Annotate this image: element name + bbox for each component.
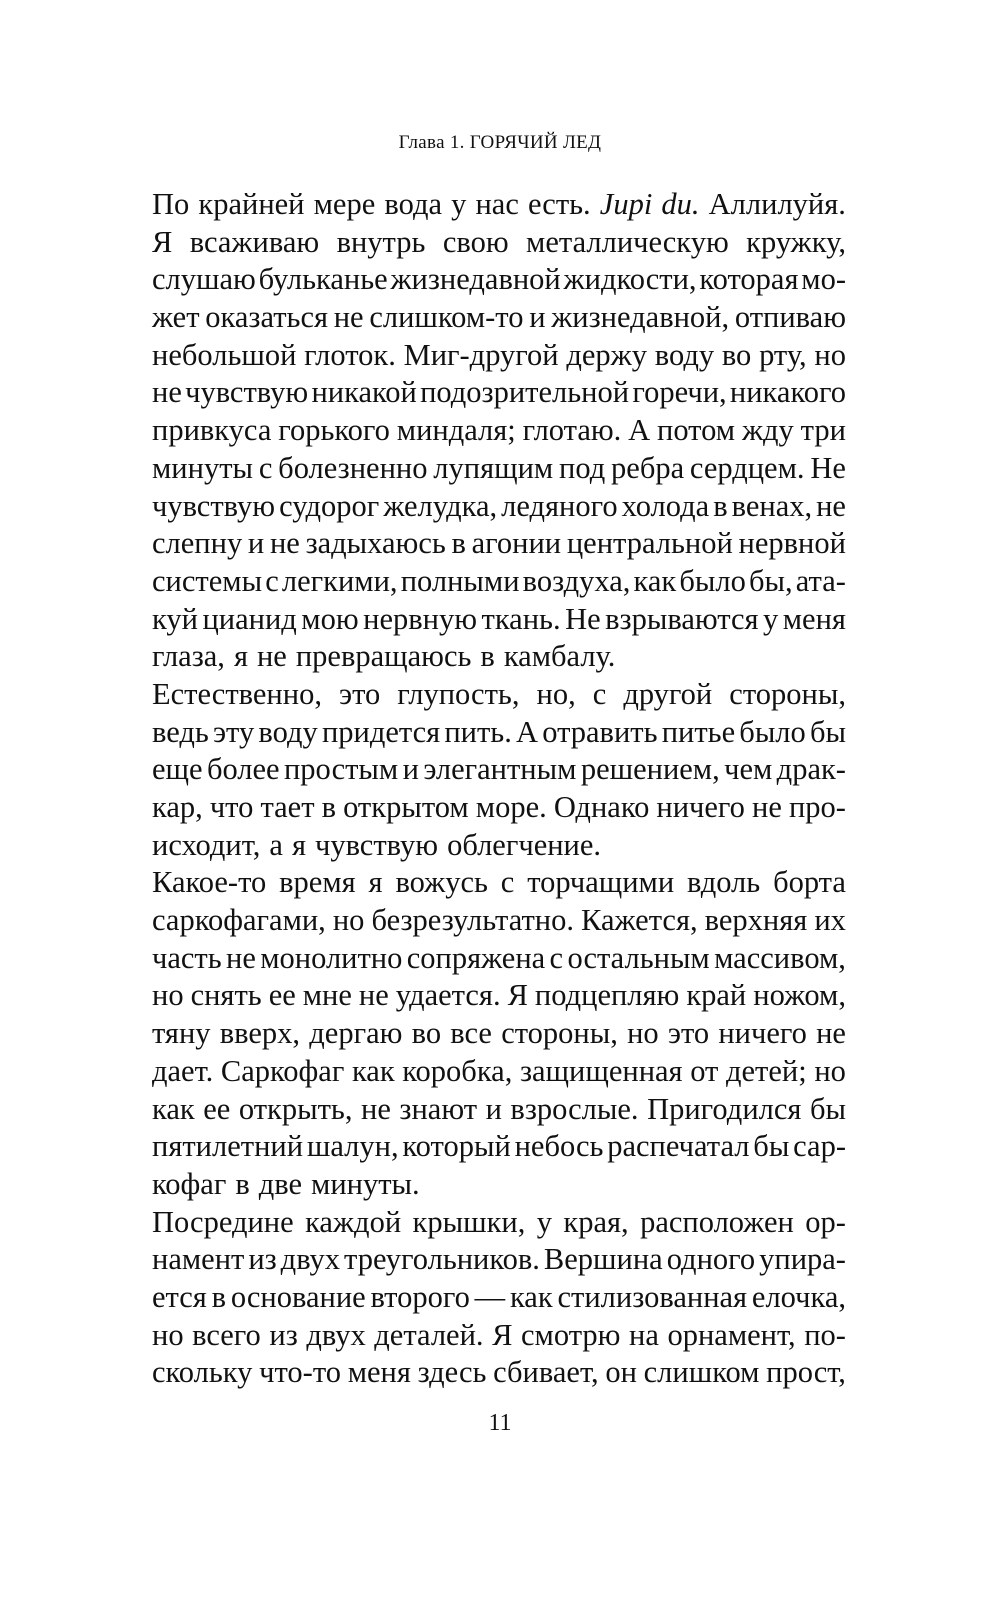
- word: жет: [152, 300, 200, 335]
- word: две: [258, 1166, 303, 1201]
- word: А: [628, 413, 651, 448]
- word: превращаюсь: [295, 639, 472, 674]
- word: —: [474, 1279, 506, 1314]
- word: верхняя: [704, 903, 808, 938]
- word: но: [332, 903, 365, 938]
- word: у: [536, 1204, 553, 1239]
- text-line: [152, 864, 846, 902]
- word: в: [480, 639, 495, 674]
- word: в: [713, 488, 728, 523]
- text-line: [152, 1091, 846, 1129]
- word: придется: [321, 714, 441, 749]
- word: удается.: [395, 978, 501, 1013]
- word: Какое-то: [152, 865, 267, 900]
- word: что: [209, 790, 254, 824]
- word: чувствую: [152, 488, 276, 523]
- word: вода: [384, 187, 442, 221]
- word: детей;: [726, 1053, 807, 1088]
- word: не: [226, 940, 256, 975]
- word: вдоль: [687, 865, 761, 900]
- word: это: [667, 1016, 710, 1051]
- word: другой: [623, 676, 713, 711]
- word: открытом: [343, 790, 469, 824]
- word: все: [450, 1016, 492, 1051]
- word: мо-: [801, 262, 846, 297]
- text-line: [152, 676, 846, 714]
- word: но: [152, 978, 184, 1013]
- word: По: [152, 187, 190, 221]
- word: снять: [190, 978, 262, 1013]
- word: защищенная: [519, 1053, 683, 1088]
- text-line: [152, 1317, 846, 1355]
- word: задыхаюсь: [305, 526, 446, 561]
- word: не: [816, 1016, 846, 1051]
- word: с: [265, 563, 279, 598]
- word: я: [368, 865, 383, 900]
- text-line: [152, 751, 846, 789]
- word: подозрительной: [420, 375, 630, 410]
- text-line: [152, 299, 846, 337]
- word: желудка,: [383, 488, 498, 523]
- word: слепну: [152, 526, 243, 561]
- text-line: [152, 412, 846, 450]
- word: Естественно,: [152, 676, 322, 711]
- word: мою: [301, 601, 359, 636]
- word: не: [358, 978, 389, 1013]
- word: ее: [268, 978, 296, 1013]
- word: рту,: [759, 337, 807, 372]
- word: минуты: [152, 450, 254, 485]
- word: тяну: [152, 1016, 211, 1051]
- word: Не: [810, 450, 846, 485]
- word: глаза,: [152, 639, 225, 674]
- word: основание: [230, 1279, 366, 1314]
- word: это: [338, 676, 381, 711]
- word: пятилетний: [152, 1129, 304, 1164]
- word: меня: [782, 601, 846, 636]
- word: саркофагами,: [152, 903, 326, 938]
- word: Не: [565, 601, 601, 636]
- word: в: [451, 526, 466, 561]
- word: край: [686, 978, 747, 1013]
- word: отпиваю: [734, 300, 846, 335]
- word: простым: [283, 752, 399, 787]
- word: которая: [699, 262, 799, 297]
- word: в: [235, 1166, 250, 1201]
- word: вверх,: [219, 1016, 301, 1051]
- word: питье: [661, 714, 736, 749]
- word: с: [500, 865, 515, 900]
- word: а: [269, 827, 283, 862]
- word: свою: [442, 224, 509, 259]
- word: упира-: [759, 1242, 846, 1277]
- word: во: [411, 1016, 442, 1051]
- word: сердцем.: [689, 450, 805, 485]
- word: нас: [475, 187, 519, 221]
- word: чем: [724, 752, 773, 787]
- word: в: [211, 1279, 227, 1314]
- word: ледяного: [501, 488, 618, 523]
- word: елочка,: [751, 1279, 846, 1314]
- word: дает.: [152, 1053, 214, 1088]
- word: потом: [657, 413, 736, 448]
- word: А: [516, 714, 539, 749]
- word: но: [152, 1317, 184, 1352]
- word: крышки,: [412, 1204, 526, 1239]
- word: дергаю: [309, 1016, 403, 1051]
- word: мне: [302, 978, 352, 1013]
- word: море.: [475, 790, 547, 824]
- word: одного: [666, 1242, 756, 1277]
- word: есть.: [527, 187, 591, 221]
- word: держу: [566, 337, 648, 372]
- word: про-: [788, 790, 846, 824]
- word: ничего: [718, 1016, 807, 1051]
- word: крайней: [198, 187, 305, 221]
- word: с: [549, 940, 564, 975]
- word: не: [816, 488, 846, 523]
- word: тает: [260, 790, 315, 824]
- running-head: Глава 1. ГОРЯЧИЙ ЛЕД: [398, 132, 602, 153]
- word: облегчение.: [447, 827, 602, 862]
- word: Миг-другой: [403, 337, 559, 372]
- word: чувствую: [315, 827, 439, 862]
- word: но,: [536, 676, 576, 711]
- word: у: [763, 601, 779, 636]
- text-line: [152, 563, 846, 601]
- text-line: [152, 186, 846, 224]
- word: не: [752, 790, 782, 824]
- word: ется: [152, 1279, 207, 1314]
- word: ор-: [805, 1204, 846, 1239]
- word: из: [269, 1317, 298, 1352]
- word: кружку,: [746, 224, 846, 259]
- word: кофаг: [152, 1166, 227, 1201]
- word: ее: [203, 1091, 231, 1126]
- word: минуты.: [311, 1166, 420, 1201]
- word: глоток.: [304, 337, 396, 372]
- word: меня: [347, 1355, 411, 1390]
- word: но: [814, 1053, 846, 1088]
- word: двух: [280, 1242, 341, 1277]
- word: не: [269, 526, 300, 561]
- word: Jupi: [599, 187, 653, 221]
- text-line: [152, 1279, 846, 1317]
- text-line: [152, 1128, 846, 1166]
- word: горького: [278, 413, 390, 448]
- text-line: [152, 1241, 846, 1279]
- word: легкими,: [281, 563, 398, 598]
- word: двух: [306, 1317, 366, 1352]
- word: пить.: [444, 714, 512, 749]
- word: коробка,: [402, 1053, 513, 1088]
- word: воздуха,: [522, 563, 631, 598]
- word: было: [739, 714, 806, 749]
- word: во: [721, 337, 752, 372]
- word: эту: [212, 714, 255, 749]
- word: по-: [804, 1317, 846, 1352]
- word: массивом,: [714, 940, 846, 975]
- word: я: [233, 639, 248, 674]
- word: судорог: [279, 488, 380, 523]
- word: Посредине: [152, 1204, 294, 1239]
- word: стороны,: [729, 676, 846, 711]
- word: второго: [370, 1279, 470, 1314]
- word: скольку: [152, 1355, 253, 1390]
- word: венах,: [731, 488, 813, 523]
- word: воду: [258, 714, 318, 749]
- page-number: 11: [488, 1410, 512, 1436]
- word: слишком: [643, 1355, 760, 1390]
- word: миндаля;: [396, 413, 516, 448]
- word: Я: [507, 978, 528, 1013]
- word: ножом,: [753, 978, 846, 1013]
- word: здесь: [417, 1355, 487, 1390]
- word: камбалу.: [503, 639, 616, 674]
- word: полными: [400, 563, 520, 598]
- word: каждой: [305, 1204, 402, 1239]
- word: более: [206, 752, 280, 787]
- text-line: [152, 450, 846, 488]
- word: как: [509, 1279, 553, 1314]
- text-line: [152, 337, 846, 375]
- word: орнамент,: [667, 1317, 796, 1352]
- word: часть: [152, 940, 222, 975]
- word: холода: [621, 488, 710, 523]
- word: Пригодился: [647, 1091, 802, 1126]
- word: лупящим: [433, 450, 554, 485]
- word: жидкости,: [563, 262, 697, 297]
- word: ребра: [611, 450, 685, 485]
- word: но: [627, 1016, 659, 1051]
- word: и: [485, 1091, 502, 1126]
- word: Однако: [553, 790, 650, 824]
- text-line: [152, 1015, 846, 1053]
- word: системы: [152, 563, 263, 598]
- word: слишком-то: [369, 300, 524, 335]
- text-line: [152, 714, 846, 752]
- text-line: [152, 827, 846, 865]
- word: еще: [152, 752, 203, 787]
- word: который: [402, 1129, 511, 1164]
- text-line: [152, 488, 846, 526]
- word: было: [679, 563, 746, 598]
- word: что-то: [259, 1355, 341, 1390]
- word: Вершина: [543, 1242, 663, 1277]
- word: Аллилуйя.: [708, 187, 846, 221]
- text-line: [152, 1053, 846, 1091]
- text-line: [152, 1204, 846, 1242]
- text-line: [152, 601, 846, 639]
- word: под: [559, 450, 606, 485]
- word: ата-: [795, 563, 846, 598]
- word: агонии: [471, 526, 562, 561]
- word: привкуса: [152, 413, 272, 448]
- word: с: [592, 676, 607, 711]
- word: три: [800, 413, 846, 448]
- word: слушаю: [152, 262, 256, 297]
- text-line: [152, 940, 846, 978]
- word: исходит,: [152, 827, 261, 862]
- word: торчащими: [527, 865, 675, 900]
- word: горечи,: [632, 375, 727, 410]
- word: решением,: [580, 752, 720, 787]
- word: нервную: [363, 601, 477, 636]
- word: не: [256, 639, 287, 674]
- word: нервной: [738, 526, 846, 561]
- word: прост,: [766, 1355, 846, 1390]
- word: из: [248, 1242, 277, 1277]
- word: Я: [492, 1317, 513, 1352]
- word: воду: [654, 337, 715, 372]
- word: открыть,: [238, 1091, 353, 1126]
- word: не: [152, 375, 182, 410]
- word: распечатал: [607, 1129, 750, 1164]
- word: болезненно: [278, 450, 428, 485]
- word: du.: [661, 187, 700, 221]
- word: никакого: [729, 375, 846, 410]
- word: треугольников.: [344, 1242, 540, 1277]
- word: всего: [192, 1317, 261, 1352]
- word: стороны,: [501, 1016, 618, 1051]
- word: подцепляю: [534, 978, 680, 1013]
- word: бы: [809, 714, 846, 749]
- word: борта: [773, 865, 846, 900]
- text-line: [152, 374, 846, 412]
- word: сопряжена: [406, 940, 546, 975]
- word: металлическую: [526, 224, 729, 259]
- text-line: [152, 902, 846, 940]
- word: глотаю.: [522, 413, 622, 448]
- word: с: [258, 450, 273, 485]
- word: их: [814, 903, 846, 938]
- text-line: [152, 1354, 846, 1392]
- word: драк-: [776, 752, 846, 787]
- word: я: [291, 827, 306, 862]
- word: шалун,: [306, 1129, 399, 1164]
- word: но: [814, 337, 846, 372]
- text-line: [152, 224, 846, 262]
- word: взрослые.: [510, 1091, 639, 1126]
- word: всаживаю: [189, 224, 320, 259]
- word: смотрю: [521, 1317, 621, 1352]
- word: и: [402, 752, 419, 787]
- word: на: [629, 1317, 659, 1352]
- word: Кажется,: [581, 903, 698, 938]
- word: небось: [514, 1129, 604, 1164]
- word: у: [451, 187, 467, 221]
- word: деталей.: [374, 1317, 484, 1352]
- word: жизнедавной,: [551, 300, 730, 335]
- word: куй: [152, 601, 198, 636]
- word: как: [633, 563, 677, 598]
- text-line: [152, 261, 846, 299]
- word: безрезультатно.: [371, 903, 574, 938]
- word: никакой: [311, 375, 417, 410]
- word: намент: [152, 1242, 245, 1277]
- word: Саркофаг: [220, 1053, 345, 1088]
- word: расположен: [640, 1204, 794, 1239]
- word: отравить: [542, 714, 658, 749]
- word: в: [321, 790, 337, 824]
- text-line: [152, 977, 846, 1015]
- text-line: [152, 1166, 846, 1204]
- word: внутрь: [336, 224, 426, 259]
- word: не: [333, 300, 364, 335]
- text-line: [152, 525, 846, 563]
- word: бы,: [749, 563, 793, 598]
- word: ничего: [656, 790, 745, 824]
- word: как: [152, 1091, 195, 1126]
- word: знают: [399, 1091, 478, 1126]
- word: жду: [741, 413, 794, 448]
- word: взрываются: [605, 601, 759, 636]
- word: сар-: [793, 1129, 846, 1164]
- word: сбивает,: [493, 1355, 599, 1390]
- word: центральной: [566, 526, 733, 561]
- word: монолитно: [260, 940, 403, 975]
- word: и: [529, 300, 546, 335]
- word: небольшой: [152, 337, 297, 372]
- word: цианид: [202, 601, 297, 636]
- word: время: [279, 865, 356, 900]
- word: мере: [313, 187, 376, 221]
- word: края,: [563, 1204, 629, 1239]
- word: не: [361, 1091, 391, 1126]
- word: от: [690, 1053, 719, 1088]
- word: он: [605, 1355, 637, 1390]
- word: ткань.: [481, 601, 561, 636]
- word: Я: [152, 224, 173, 259]
- word: и: [247, 526, 265, 561]
- word: стилизованная: [557, 1279, 748, 1314]
- word: оказаться: [205, 300, 329, 335]
- text-line: [152, 638, 846, 676]
- word: кар,: [152, 790, 203, 824]
- word: бы: [809, 1091, 846, 1126]
- word: жизнедавной: [390, 262, 561, 297]
- word: бы: [753, 1129, 790, 1164]
- word: ведь: [152, 714, 209, 749]
- word: как: [351, 1053, 395, 1088]
- body-text: [152, 186, 846, 1392]
- word: глупость,: [397, 676, 520, 711]
- word: остальным: [567, 940, 710, 975]
- word: бульканье: [258, 262, 388, 297]
- word: вожусь: [395, 865, 488, 900]
- word: чувствую: [185, 375, 309, 410]
- word: элегантным: [423, 752, 577, 787]
- text-line: [152, 789, 846, 827]
